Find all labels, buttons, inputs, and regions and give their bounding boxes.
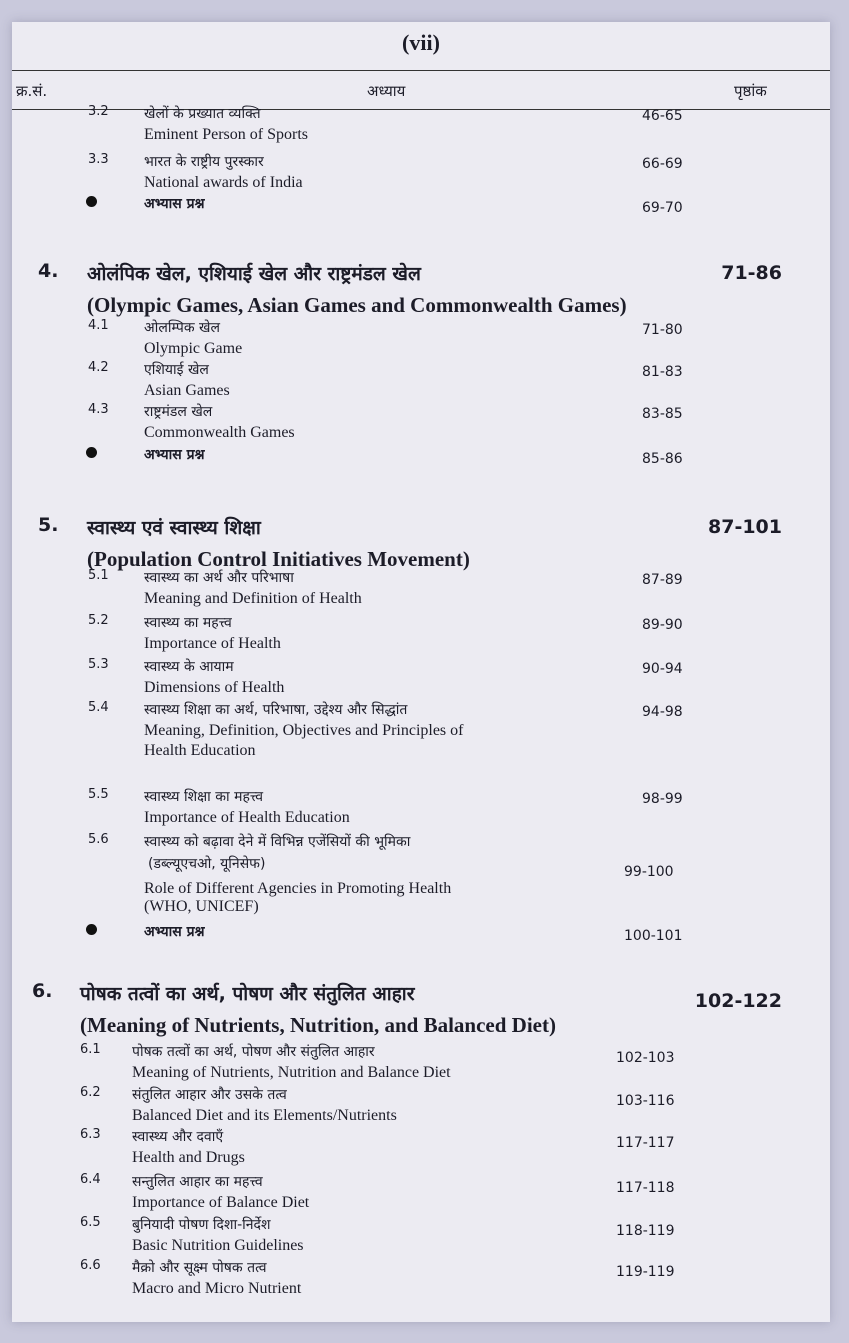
- entry-pages: 94-98: [642, 704, 683, 720]
- entry-title-english: Olympic Game: [144, 340, 243, 357]
- entry-pages: 102-103: [616, 1050, 675, 1066]
- header-chapter: अध्याय: [367, 82, 406, 100]
- entry-title-english: Eminent Person of Sports: [144, 126, 308, 143]
- entry-number: 5.6: [88, 832, 109, 847]
- entry-title-english: National awards of India: [144, 174, 303, 191]
- chapter-number: 4.: [38, 260, 59, 282]
- chapter-pages: 87-101: [708, 516, 782, 538]
- entry-title-english-cont: Health Education: [144, 742, 256, 759]
- entry-number: 5.5: [88, 787, 109, 802]
- header-serial: क्र.सं.: [16, 82, 48, 100]
- entry-pages: 90-94: [642, 661, 683, 677]
- bullet-icon: [86, 196, 97, 207]
- entry-title-english: Importance of Health Education: [144, 809, 350, 826]
- entry-pages: 103-116: [616, 1093, 675, 1109]
- chapter-title-hindi: ओलंपिक खेल, एशियाई खेल और राष्ट्रमंडल खेल: [87, 263, 421, 285]
- entry-title-english: Importance of Balance Diet: [132, 1194, 310, 1211]
- chapter-title-english: (Meaning of Nutrients, Nutrition, and Balanced Diet): [80, 1013, 556, 1037]
- entry-title-hindi: स्वास्थ्य और दवाएँ: [132, 1129, 224, 1145]
- entry-title-hindi: स्वास्थ्य का महत्त्व: [144, 615, 232, 631]
- entry-number: 5.4: [88, 700, 109, 715]
- toc-header: [12, 70, 830, 110]
- entry-pages: 85-86: [642, 451, 683, 467]
- toc-page: [12, 22, 830, 1322]
- chapter-title-english: (Olympic Games, Asian Games and Commonwealth Games): [87, 293, 627, 317]
- chapter-title-english: (Population Control Initiatives Movement): [87, 547, 470, 571]
- entry-title-english: Meaning and Definition of Health: [144, 590, 362, 607]
- entry-title-hindi: स्वास्थ्य के आयाम: [144, 659, 234, 675]
- entry-number: 4.3: [88, 402, 109, 417]
- exercise-label: अभ्यास प्रश्न: [144, 447, 205, 463]
- entry-title-hindi: ओलम्पिक खेल: [144, 320, 221, 336]
- entry-title-hindi: बुनियादी पोषण दिशा-निर्देश: [132, 1217, 271, 1233]
- chapter-pages: 102-122: [694, 990, 782, 1012]
- entry-title-english: Balanced Diet and its Elements/Nutrients: [132, 1107, 397, 1124]
- entry-pages: 66-69: [642, 156, 683, 172]
- entry-pages: 87-89: [642, 572, 683, 588]
- entry-number: 5.2: [88, 613, 109, 628]
- chapter-pages: 71-86: [721, 262, 782, 284]
- chapter-number: 6.: [32, 980, 53, 1002]
- entry-title-hindi: पोषक तत्वों का अर्थ, पोषण और संतुलित आहार: [132, 1044, 375, 1060]
- entry-title-english: Role of Different Agencies in Promoting Health: [144, 880, 452, 897]
- exercise-label: अभ्यास प्रश्न: [144, 196, 205, 212]
- entry-number: 6.2: [80, 1085, 101, 1100]
- bullet-icon: [86, 447, 97, 458]
- entry-title-english: Importance of Health: [144, 635, 281, 652]
- chapter-number: 5.: [38, 514, 59, 536]
- entry-title-hindi: संतुलित आहार और उसके तत्व: [132, 1087, 287, 1103]
- entry-title-hindi: खेलों के प्रख्यात व्यक्ति: [144, 106, 261, 122]
- entry-title-hindi: स्वास्थ्य शिक्षा का महत्त्व: [144, 789, 264, 805]
- entry-title-hindi: सन्तुलित आहार का महत्त्व: [132, 1174, 263, 1190]
- entry-number: 3.2: [88, 104, 109, 119]
- entry-title-hindi: एशियाई खेल: [144, 362, 209, 378]
- entry-pages: 99-100: [624, 864, 674, 880]
- entry-title-english-cont: (WHO, UNICEF): [144, 898, 259, 915]
- entry-pages: 117-117: [616, 1135, 675, 1151]
- entry-pages: 83-85: [642, 406, 683, 422]
- entry-title-english: Commonwealth Games: [144, 424, 295, 441]
- entry-number: 6.5: [80, 1215, 101, 1230]
- bullet-icon: [86, 924, 97, 935]
- entry-pages: 71-80: [642, 322, 683, 338]
- chapter-title-hindi: पोषक तत्वों का अर्थ, पोषण और संतुलित आहार: [80, 983, 415, 1005]
- entry-title-english: Meaning of Nutrients, Nutrition and Balance Diet: [132, 1064, 451, 1081]
- entry-pages: 117-118: [616, 1180, 675, 1196]
- entry-number: 3.3: [88, 152, 109, 167]
- entry-title-hindi: राष्ट्रमंडल खेल: [144, 404, 213, 420]
- entry-pages: 46-65: [642, 108, 683, 124]
- entry-title-hindi: भारत के राष्ट्रीय पुरस्कार: [144, 154, 264, 170]
- entry-title-hindi: स्वास्थ्य शिक्षा का अर्थ, परिभाषा, उद्देश्य और सिद्धांत: [144, 702, 408, 718]
- entry-pages: 69-70: [642, 200, 683, 216]
- entry-number: 6.3: [80, 1127, 101, 1142]
- page-number: (vii): [402, 30, 440, 55]
- entry-title-english: Macro and Micro Nutrient: [132, 1280, 302, 1297]
- header-pages: पृष्ठांक: [734, 82, 767, 100]
- entry-title-english: Asian Games: [144, 382, 230, 399]
- entry-title-english: Meaning, Definition, Objectives and Principles of: [144, 722, 464, 739]
- entry-number: 6.4: [80, 1172, 101, 1187]
- entry-pages: 119-119: [616, 1264, 675, 1280]
- entry-number: 4.2: [88, 360, 109, 375]
- entry-pages: 98-99: [642, 791, 683, 807]
- entry-title-hindi-cont: (डब्ल्यूएचओ, यूनिसेफ): [148, 856, 266, 872]
- exercise-label: अभ्यास प्रश्न: [144, 924, 205, 940]
- entry-title-english: Dimensions of Health: [144, 679, 285, 696]
- entry-number: 4.1: [88, 318, 109, 333]
- entry-number: 5.1: [88, 568, 109, 583]
- entry-number: 5.3: [88, 657, 109, 672]
- entry-pages: 81-83: [642, 364, 683, 380]
- entry-title-english: Basic Nutrition Guidelines: [132, 1237, 304, 1254]
- entry-pages: 89-90: [642, 617, 683, 633]
- entry-pages: 100-101: [624, 928, 683, 944]
- entry-pages: 118-119: [616, 1223, 675, 1239]
- entry-title-hindi: मैक्रो और सूक्ष्म पोषक तत्व: [132, 1260, 267, 1276]
- chapter-title-hindi: स्वास्थ्य एवं स्वास्थ्य शिक्षा: [87, 517, 261, 539]
- entry-title-hindi: स्वास्थ्य को बढ़ावा देने में विभिन्न एजेंसियों की भूमिका: [144, 834, 411, 850]
- entry-title-english: Health and Drugs: [132, 1149, 245, 1166]
- entry-title-hindi: स्वास्थ्य का अर्थ और परिभाषा: [144, 570, 294, 586]
- entry-number: 6.1: [80, 1042, 101, 1057]
- entry-number: 6.6: [80, 1258, 101, 1273]
